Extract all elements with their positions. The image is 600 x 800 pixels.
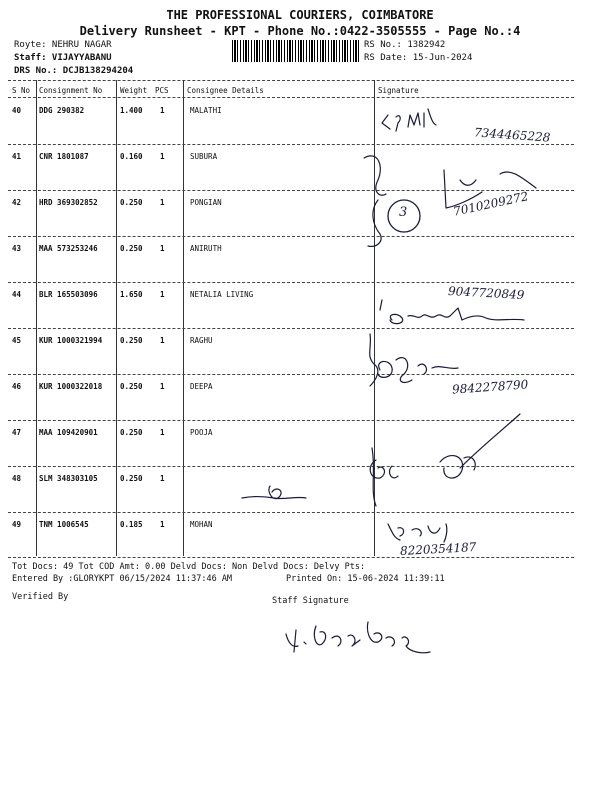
row-separator [8, 512, 574, 513]
route-label: Royte: NEHRU NAGAR [14, 40, 112, 50]
row-separator [8, 144, 574, 145]
row-sno: 46 [12, 382, 22, 391]
row-sno: 48 [12, 474, 22, 483]
row-consignee: POOJA [190, 428, 213, 437]
row-consignment-no: BLR 165503096 [39, 290, 98, 299]
row-sno: 47 [12, 428, 22, 437]
runsheet-title: Delivery Runsheet - KPT - Phone No.:0422-3505555 - Page No.:4 [79, 24, 521, 38]
row-sno: 49 [12, 520, 22, 529]
row-weight: 0.250 [120, 198, 143, 207]
row-pcs: 1 [160, 152, 165, 161]
printed-on: Printed On: 15-06-2024 11:39:11 [286, 574, 445, 584]
row-consignment-no: DDG 290382 [39, 106, 85, 115]
row-pcs: 1 [160, 520, 165, 529]
row-consignee: SUBURA [190, 152, 218, 161]
col-divider [36, 80, 37, 556]
handwritten-phone-44: 9047720849 [447, 284, 525, 302]
signature-row-44 [378, 296, 538, 330]
col-header-weight: Weight [120, 86, 148, 95]
row-consignee: MOHAN [190, 520, 213, 529]
row-pcs: 1 [160, 106, 165, 115]
col-header-signature: Signature [378, 86, 419, 95]
row-consignment-no: HRD 369302852 [39, 198, 98, 207]
row-consignee: NETALIA LIVING [190, 290, 254, 299]
row-pcs: 1 [160, 336, 165, 345]
row-pcs: 1 [160, 290, 165, 299]
row-weight: 0.250 [120, 382, 143, 391]
row-consignment-no: MAA 109420901 [39, 428, 98, 437]
staff-label: Staff: VIJAYYABANU [14, 53, 112, 63]
row-consignment-no: CNR 1801087 [39, 152, 89, 161]
handwritten-phone-42: 7010209272 [452, 189, 530, 219]
row-pcs: 1 [160, 428, 165, 437]
row-pcs: 1 [160, 382, 165, 391]
signature-row-48-consignee [240, 478, 310, 508]
row-consignee: PONGIAN [190, 198, 222, 207]
row-weight: 1.650 [120, 290, 143, 299]
row-weight: 0.250 [120, 428, 143, 437]
row-consignment-no: KUR 1000322018 [39, 382, 103, 391]
entered-by: Entered By :GLORYKPT 06/15/2024 11:37:46 AM [12, 574, 233, 584]
row-consignee: DEEPA [190, 382, 213, 391]
row-sno: 45 [12, 336, 22, 345]
staff-signature [282, 612, 442, 672]
handwritten-phone-46: 9842278790 [451, 377, 529, 397]
row-separator [8, 374, 574, 375]
row-pcs: 1 [160, 244, 165, 253]
row-weight: 0.250 [120, 244, 143, 253]
row-consignee: RAGHU [190, 336, 213, 345]
col-header-sno: S No [12, 86, 31, 95]
row-consignment-no: KUR 1000321994 [39, 336, 103, 345]
row-pcs: 1 [160, 474, 165, 483]
col-header-consignment: Consignment No [39, 86, 103, 95]
col-header-consignee: Consignee Details [187, 86, 264, 95]
col-divider [116, 80, 117, 556]
row-weight: 1.400 [120, 106, 143, 115]
row-weight: 0.185 [120, 520, 143, 529]
row-consignee: MALATHI [190, 106, 222, 115]
staff-signature-label: Staff Signature [272, 596, 349, 606]
row-consignee: ANIRUTH [190, 244, 222, 253]
rs-date: RS Date: 15-Jun-2024 [364, 53, 473, 63]
table-top-rule [8, 80, 574, 81]
totals-line: Tot Docs: 49 Tot COD Amt: 0.00 Delvd Docs: Non Delvd Docs: Delvy Pts: [12, 562, 366, 572]
handwritten-circle-number: 3 [399, 205, 408, 220]
row-sno: 43 [12, 244, 22, 253]
row-consignment-no: SLM 348303105 [39, 474, 98, 483]
signature-row-40 [380, 105, 440, 135]
rs-number: RS No.: 1382942 [364, 40, 446, 50]
row-weight: 0.250 [120, 474, 143, 483]
row-sno: 42 [12, 198, 22, 207]
row-weight: 0.160 [120, 152, 143, 161]
row-sno: 40 [12, 106, 22, 115]
barcode [232, 40, 360, 62]
row-sno: 44 [12, 290, 22, 299]
signature-row-48 [380, 410, 530, 500]
row-separator [8, 282, 574, 283]
verified-by-label: Verified By [12, 592, 69, 602]
table-header-rule [8, 97, 574, 98]
company-title: THE PROFESSIONAL COURIERS, COIMBATORE [166, 8, 434, 22]
row-consignment-no: TNM 1006545 [39, 520, 89, 529]
row-consignment-no: MAA 573253246 [39, 244, 98, 253]
handwritten-phone-49: 8220354187 [399, 540, 477, 558]
row-pcs: 1 [160, 198, 165, 207]
col-header-pcs: PCS [155, 86, 169, 95]
drs-number: DRS No.: DCJB138294204 [14, 66, 134, 76]
footer-top-rule [8, 557, 574, 558]
handwritten-phone-40: 7344465228 [473, 125, 551, 145]
row-weight: 0.250 [120, 336, 143, 345]
row-sno: 41 [12, 152, 22, 161]
col-divider [183, 80, 184, 556]
